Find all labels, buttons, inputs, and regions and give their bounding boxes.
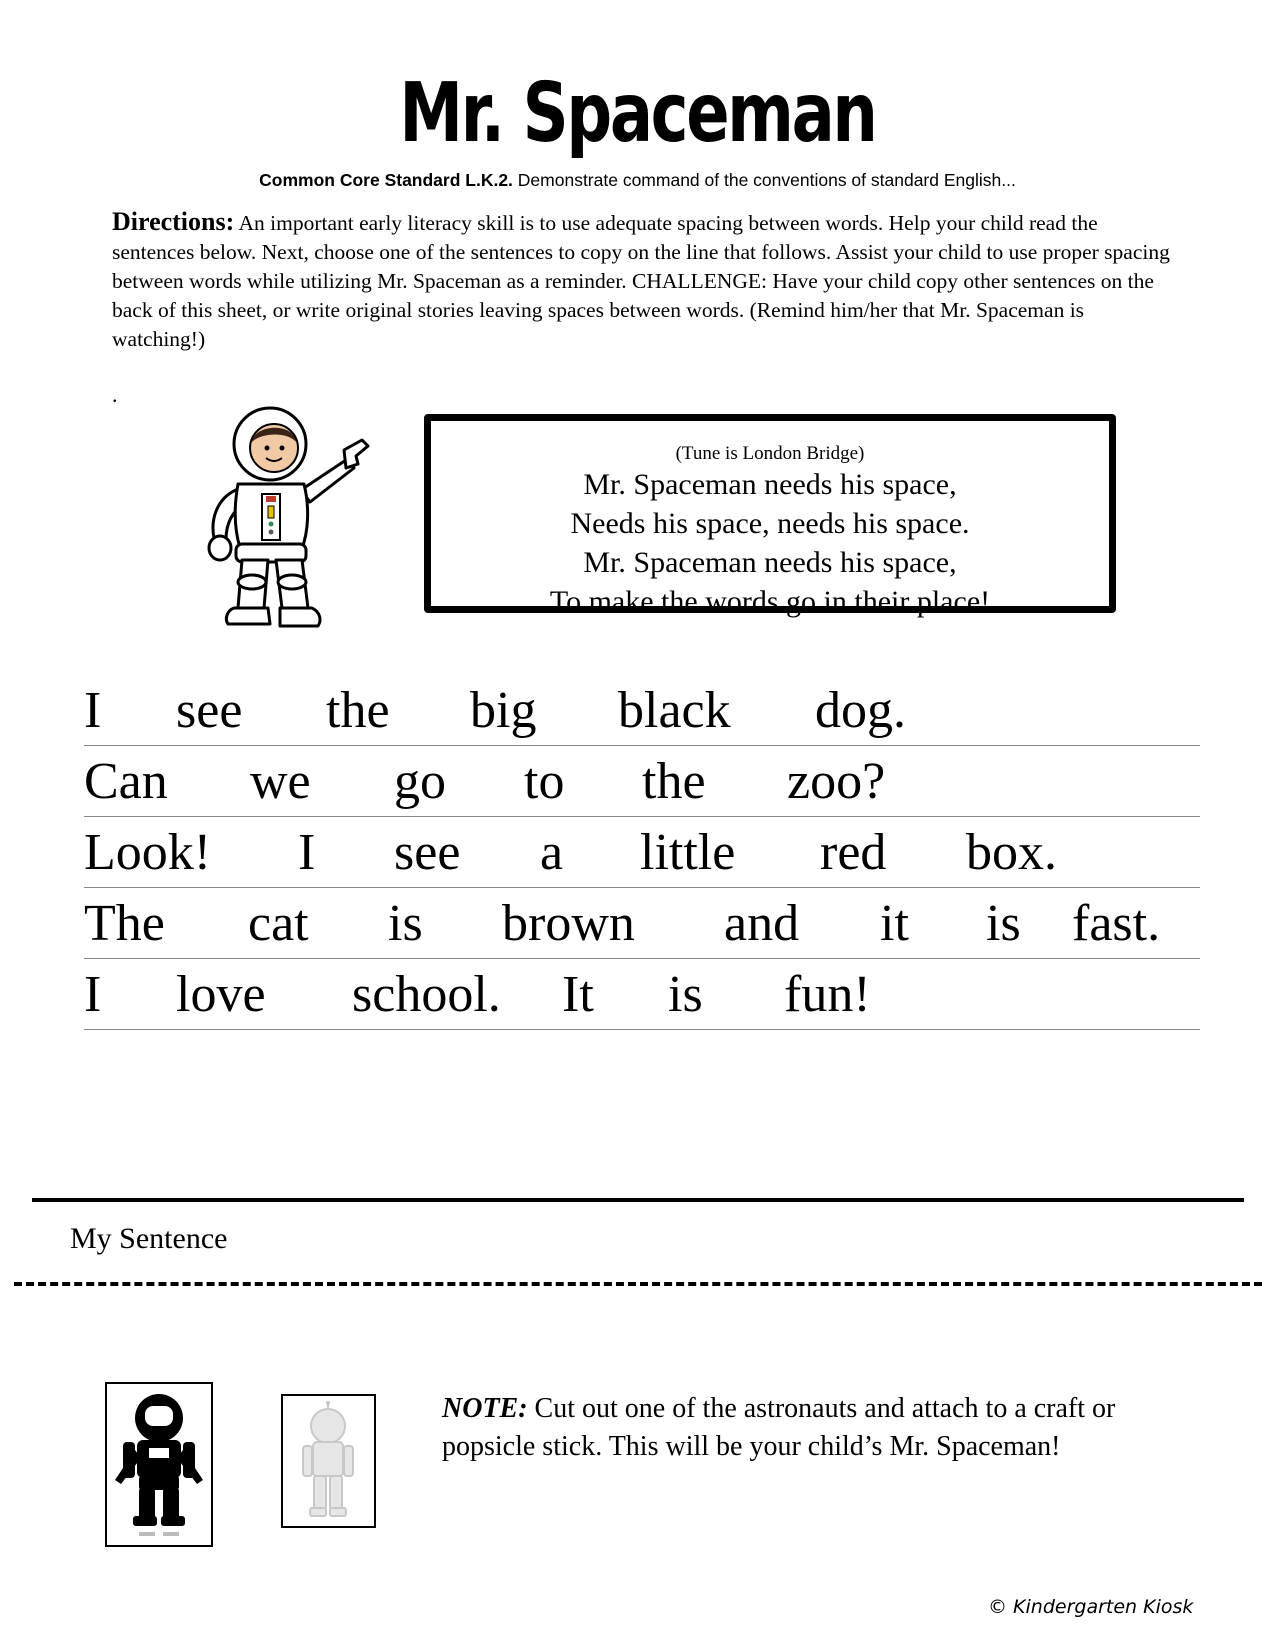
sentence-word: is — [986, 895, 1021, 952]
sentence-word: big — [470, 682, 537, 739]
sentence-word: zoo? — [787, 753, 886, 810]
sentence-line — [84, 958, 1200, 1030]
sentence-word: a — [540, 824, 564, 881]
astronaut-silhouette-dark-icon — [107, 1384, 211, 1545]
sentence-word: I — [84, 966, 102, 1023]
sentence-word: Look! — [84, 824, 212, 881]
song-line: To make the words go in their place! — [549, 585, 991, 618]
sentence-line — [84, 887, 1200, 959]
sentence-word: fast. — [1072, 895, 1161, 952]
sentence-word: is — [668, 966, 703, 1023]
sentence-word: Can — [84, 753, 168, 810]
sentence-word: we — [250, 753, 311, 810]
sentence-word: go — [394, 753, 446, 810]
copyright: © Kindergarten Kiosk — [988, 1596, 1194, 1618]
sentence-word: is — [388, 895, 423, 952]
directions-label: Directions: — [112, 207, 235, 236]
my-sentence-label: My Sentence — [70, 1222, 228, 1255]
sentence-word: brown — [502, 895, 635, 952]
astronaut-pointing-illustration — [196, 398, 386, 642]
sentence-line — [84, 674, 1200, 746]
sentence-word: I — [298, 824, 316, 881]
sentence-word: cat — [248, 895, 309, 952]
song-box — [424, 414, 1116, 618]
sentence-word: it — [880, 895, 909, 952]
sentence-word: to — [524, 753, 565, 810]
sentence-word: The — [84, 895, 165, 952]
sentence-word: and — [724, 895, 800, 952]
directions-text: An important early literacy skill is to use adequate spacing between words. Help your child read the sentences below. Next, choose one of the sentences to copy on the line that follows. Assist your child to use proper spacing between words while utilizing Mr. Spaceman as a reminder. CHALLENGE: Have your child copy other sentences on the back of this sheet, or write original stories leaving spaces between words. (Remind him/her that Mr. Spaceman is watching!) — [112, 211, 1170, 351]
standard-label: Common Core Standard L.K.2. — [259, 170, 513, 190]
sentence-word: school. — [352, 966, 501, 1023]
song-tune: (Tune is London Bridge) — [675, 443, 865, 464]
note-label: NOTE: — [442, 1393, 528, 1424]
sentence-word: little — [640, 824, 736, 881]
song-line: Needs his space, needs his space. — [570, 507, 970, 540]
note-paragraph — [442, 1390, 1202, 1466]
sentence-line — [84, 816, 1200, 888]
directions-paragraph — [112, 207, 1172, 354]
sentence-word: love — [176, 966, 266, 1023]
sentence-word: It — [562, 966, 594, 1023]
sentence-word: black — [618, 682, 731, 739]
common-core-standard — [0, 170, 1275, 191]
sentence-word: dog. — [815, 682, 906, 739]
sentence-word: the — [326, 682, 390, 739]
song-line: Mr. Spaceman needs his space, — [583, 546, 957, 579]
sentence-line — [84, 745, 1200, 817]
sentence-word: the — [642, 753, 706, 810]
sentence-word: box. — [966, 824, 1057, 881]
stray-dot: . — [112, 382, 118, 407]
sentence-word: see — [394, 824, 461, 881]
writing-midline — [14, 1282, 1262, 1286]
astronaut-cutout-light — [281, 1394, 376, 1528]
sentence-word: fun! — [784, 966, 871, 1023]
astronaut-cutout-dark — [105, 1382, 213, 1547]
sentence-word: red — [820, 824, 887, 881]
page-title: Mr. Spaceman — [399, 66, 876, 161]
sentence-word: I — [84, 682, 102, 739]
writing-top-line — [32, 1198, 1244, 1202]
standard-text: Demonstrate command of the conventions of standard English... — [512, 170, 1016, 190]
song-line: Mr. Spaceman needs his space, — [583, 468, 957, 501]
note-text: Cut out one of the astronauts and attach to a craft or popsicle stick. This will be your child’s Mr. Spaceman! — [442, 1393, 1116, 1462]
astronaut-outline-light-icon — [283, 1396, 374, 1526]
sentence-word: see — [176, 682, 243, 739]
